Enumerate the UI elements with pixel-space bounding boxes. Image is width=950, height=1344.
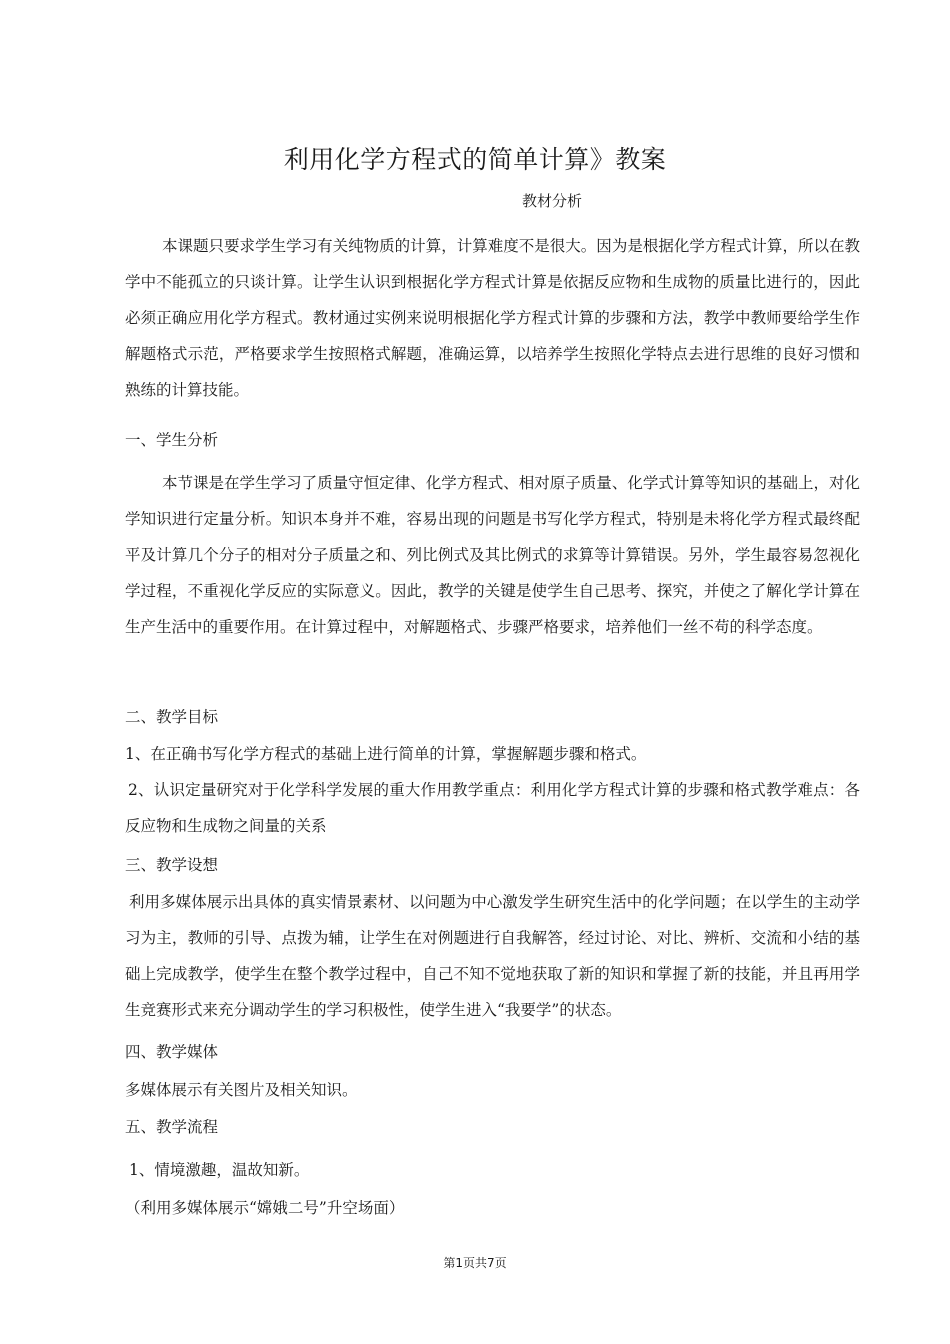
section-heading-teaching-media: 四、教学媒体: [125, 1043, 219, 1061]
teaching-media-text: 多媒体展示有关图片及相关知识。: [125, 1081, 358, 1099]
document-title: 利用化学方程式的简单计算》教案: [283, 145, 667, 174]
teaching-flow-item-1: 1、情境激趣，温故知新。: [129, 1161, 310, 1179]
teaching-flow-note: （利用多媒体展示“嫦娥二号”升空场面）: [125, 1199, 405, 1217]
page-footer: 第1页共7页: [443, 1256, 507, 1270]
document-subtitle: 教材分析: [522, 192, 583, 210]
teaching-design-paragraph: 利用多媒体展示出具体的真实情景素材、以问题为中心激发学生研究生活中的化学问题；在以学生的主动学习为主，教师的引导、点拨为辅，让学生在对例题进行自我解答，经过讨论、对比、辨析、交流和小结的基础上完成教学，使学生在整个教学过程中，自己不知不觉地获取了新的知识和掌握了新的技能，并且再用学生竞赛形式来充分调动学生的学习积极性，使学生进入“我要学”的状态。: [125, 893, 860, 1019]
teaching-goal-2: 2、认识定量研究对于化学科学发展的重大作用教学重点：利用化学方程式计算的步骤和格式教学难点：各反应物和生成物之间量的关系: [125, 781, 860, 835]
section-heading-teaching-design: 三、教学设想: [125, 856, 219, 874]
student-analysis-paragraph: 本节课是在学生学习了质量守恒定律、化学方程式、相对原子质量、化学式计算等知识的基础上，对化学知识进行定量分析。知识本身并不难，容易出现的问题是书写化学方程式，特别是未将化学方程式最终配平及计算几个分子的相对分子质量之和、列比例式及其比例式的求算等计算错误。另外，学生最容易忽视化学过程，不重视化学反应的实际意义。因此，教学的关键是使学生自己思考、探究，并使之了解化学计算在生产生活中的重要作用。在计算过程中，对解题格式、步骤严格要求，培养他们一丝不苟的科学态度。: [125, 474, 860, 636]
section-heading-student-analysis: 一、学生分析: [125, 431, 219, 449]
section-heading-teaching-goals: 二、教学目标: [125, 708, 219, 726]
teaching-goal-1: 1、在正确书写化学方程式的基础上进行简单的计算，掌握解题步骤和格式。: [125, 745, 647, 763]
section-heading-teaching-flow: 五、教学流程: [125, 1118, 219, 1136]
intro-paragraph: 本课题只要求学生学习有关纯物质的计算，计算难度不是很大。因为是根据化学方程式计算，所以在教学中不能孤立的只谈计算。让学生认识到根据化学方程式计算是依据反应物和生成物的质量比进行的，因此必须正确应用化学方程式。教材通过实例来说明根据化学方程式计算的步骤和方法，教学中教师要给学生作解题格式示范，严格要求学生按照格式解题，准确运算，以培养学生按照化学特点去进行思维的良好习惯和熟练的计算技能。: [125, 237, 860, 399]
